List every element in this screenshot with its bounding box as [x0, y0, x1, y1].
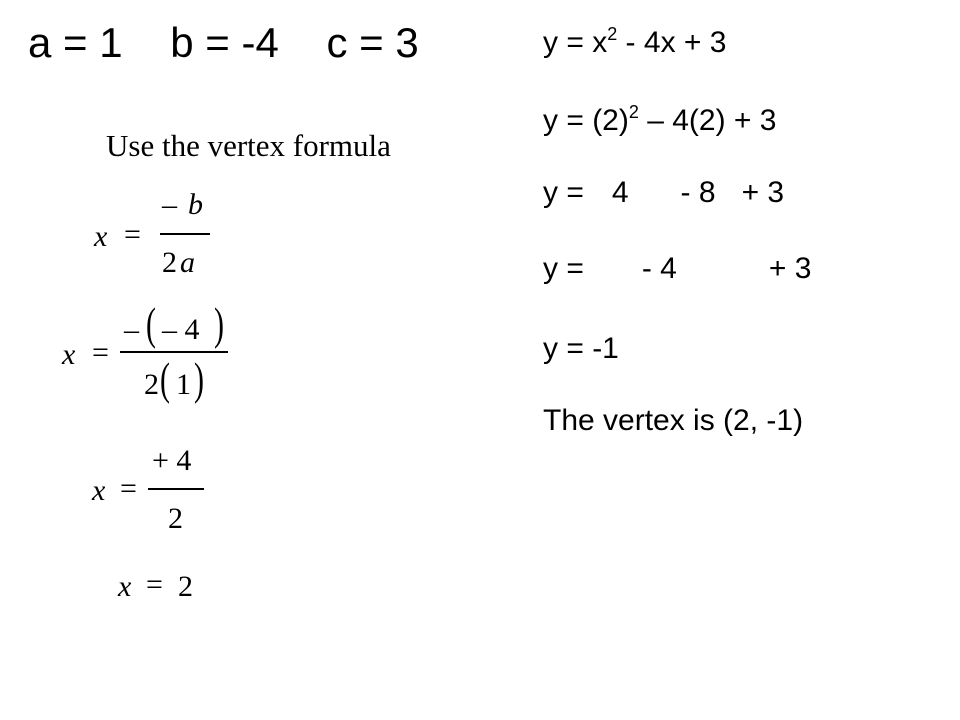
- y-step-5: y = -1: [543, 332, 619, 365]
- step4-equals: =: [146, 568, 163, 601]
- y-step-4-term-1: - 4: [641, 252, 677, 285]
- y-step-1-rest: - 4x + 3: [617, 26, 727, 59]
- step2-equals: =: [92, 336, 109, 369]
- step3-numerator: + 4: [152, 444, 192, 477]
- step2-num-open-paren: (: [146, 300, 156, 350]
- coefficient-a: a = 1: [28, 19, 123, 66]
- y-step-3-term-3: + 3: [741, 176, 785, 209]
- step3-denominator: 2: [168, 502, 183, 535]
- step3-fraction-bar: [148, 488, 204, 490]
- y-step-3: [543, 178, 784, 208]
- vertex-conclusion: The vertex is (2, -1): [543, 404, 804, 437]
- step1-lhs: x: [94, 220, 108, 253]
- step1-fraction-bar: [160, 233, 210, 235]
- y-step-2-rest: – 4(2) + 3: [638, 104, 777, 137]
- y-step-2-exponent: 2: [628, 102, 639, 122]
- coefficient-c: c = 3: [326, 19, 419, 66]
- step1-denominator-var: a: [180, 246, 195, 279]
- step2-lhs: x: [62, 338, 76, 371]
- step4-value: 2: [178, 570, 193, 603]
- step2-numerator-sign: –: [124, 313, 139, 346]
- y-step-4-lhs: y =: [543, 252, 584, 285]
- step2-fraction-bar: [120, 351, 228, 353]
- y-step-2: [543, 102, 777, 137]
- y-step-1-base: y = x: [543, 26, 608, 59]
- step1-denominator-num: 2: [162, 246, 177, 279]
- y-step-3-lhs: y =: [543, 176, 584, 209]
- step3-equals: =: [120, 472, 137, 505]
- step4-lhs: x: [118, 570, 132, 603]
- y-step-4: [543, 254, 811, 284]
- coefficients: [28, 19, 419, 66]
- y-step-1-exponent: 2: [607, 24, 618, 44]
- step2-numerator-inner: – 4: [162, 313, 200, 346]
- y-step-3-term-2: - 8: [680, 176, 716, 209]
- y-step-2-base: y = (2): [543, 104, 629, 137]
- step2-denominator-inner: 1: [176, 368, 191, 401]
- step1-numerator-sign: –: [162, 188, 177, 221]
- step3-lhs: x: [92, 474, 106, 507]
- step2-den-open-paren: (: [160, 355, 170, 405]
- step2-num-close-paren: ): [214, 300, 224, 350]
- y-step-3-term-1: 4: [611, 176, 629, 209]
- coefficient-b: b = -4: [170, 19, 279, 66]
- step2-denominator-num: 2: [144, 368, 159, 401]
- step1-equals: =: [124, 218, 141, 251]
- step1-numerator-var: b: [188, 188, 203, 221]
- y-step-1: [543, 24, 727, 59]
- step2-den-close-paren: ): [194, 355, 204, 405]
- y-step-4-term-2: + 3: [768, 252, 812, 285]
- instruction-text: Use the vertex formula: [106, 128, 391, 163]
